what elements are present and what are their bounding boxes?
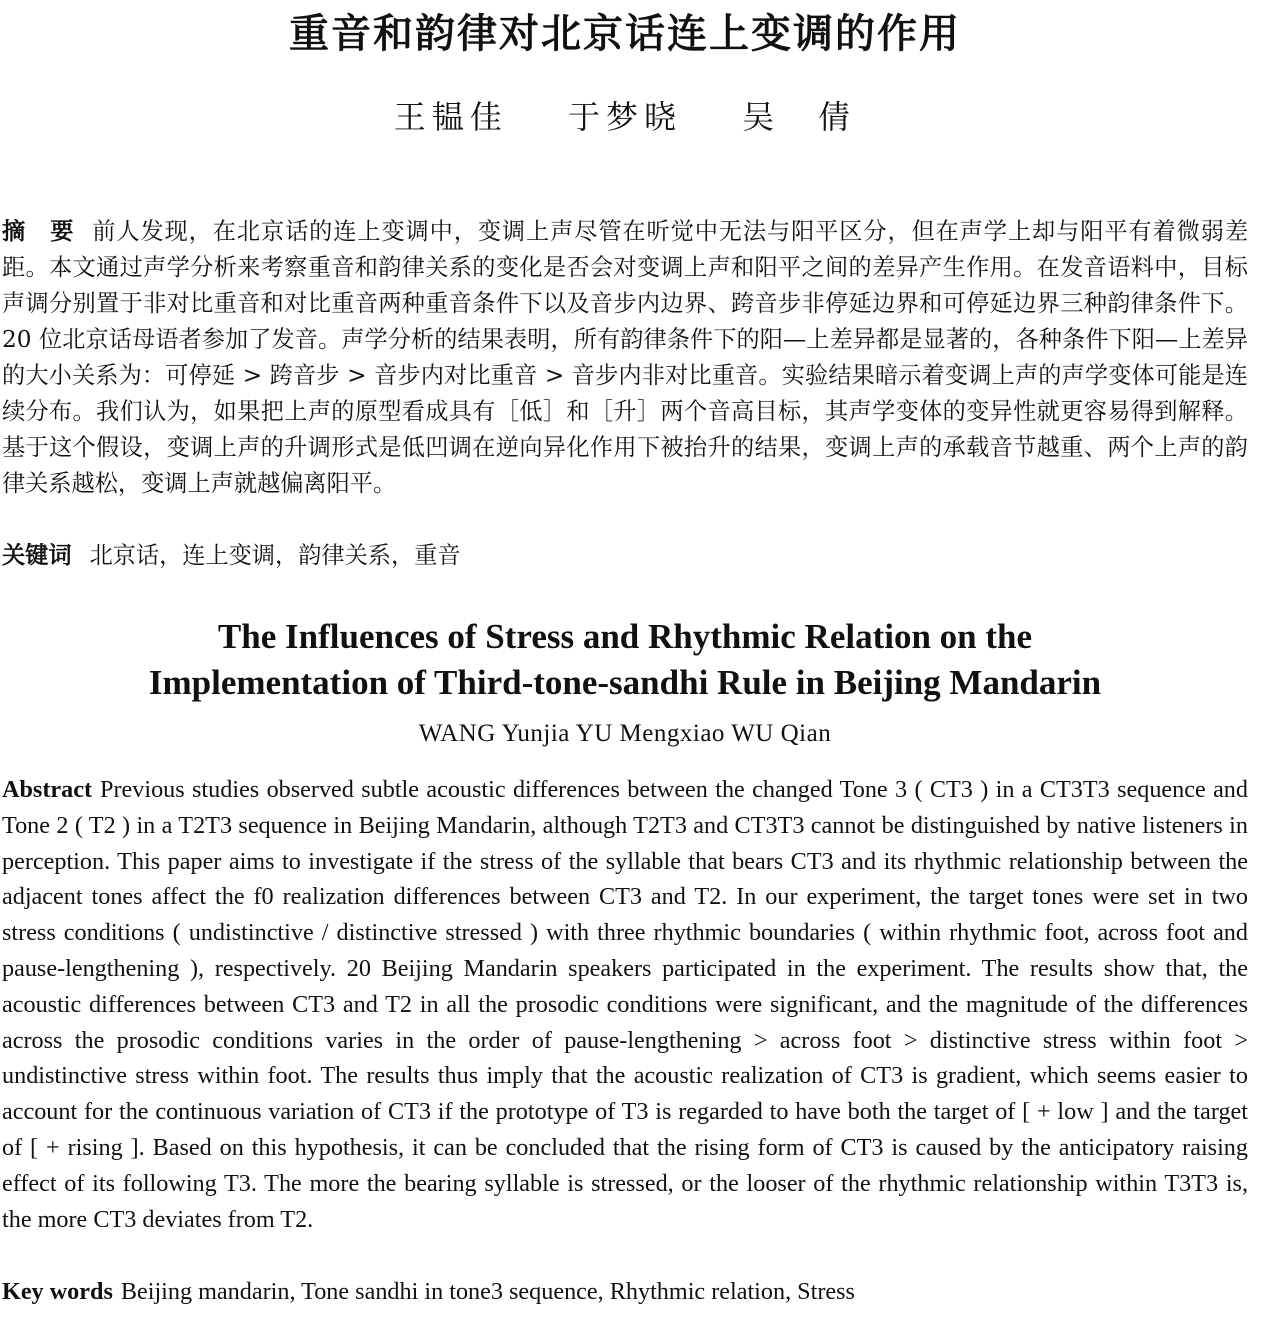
author-1: 王韫佳 [393, 98, 508, 136]
english-abstract-text: Previous studies observed subtle acoustic differences between the changed Tone 3 ( CT3 ) in a CT3T3 sequence and Tone 2 ( T2 ) in a T2T3 sequence in Beijing Mandarin, although T2T3 and CT3T3 cannot be distinguished by native listeners in perception. This paper aims to investigate if the stress of the syllable that bears CT3 and its rhythmic relationship between the adjacent tones affect the f0 realization differences between CT3 and T2. In our experiment, the target tones were set in two stress conditions ( undistinctive / distinctive stressed ) with three rhythmic boundaries ( within rhythmic foot, across foot and pause-lengthening ), respectively. 20 Beijing Mandarin speakers participated in the experiment. The results show that, the acoustic differences between CT3 and T2 in all the prosodic conditions were significant, and the magnitude of the differences across the prosodic conditions varies in the order of pause-lengthening > across foot > distinctive stress within foot > undistinctive stress within foot. The results thus imply that the acoustic realization of CT3 is gradient, which seems easier to account for the continuous variation of CT3 if the prototype of T3 is regarded to have both the target of [ + low ] and the target of [ + rising ]. Based on this hypothesis, it can be concluded that the rising form of CT3 is caused by the anticipatory raising effect of its following T3. The more the bearing syllable is stressed, or the looser of the rhythmic relationship within T3T3 is, the more CT3 deviates from T2. [2, 776, 1248, 1233]
english-title-line-2: Implementation of Third-tone-sandhi Rule in Beijing Mandarin [148, 663, 1102, 702]
chinese-keywords-text: 北京话，连上变调，韵律关系，重音 [89, 542, 461, 569]
chinese-keywords [2, 538, 1248, 574]
chinese-abstract-text: 前人发现，在北京话的连上变调中，变调上声尽管在听觉中无法与阳平区分，但在声学上却与阳平有着微弱差距。本文通过声学分析来考察重音和韵律关系的变化是否会对变调上声和阳平之间的差异产生作用。在发音语料中，目标声调分别置于非对比重音和对比重音两种重音条件下以及音步内边界、跨音步非停延边界和可停延边界三种韵律条件下。20 位北京话母语者参加了发音。声学分析的结果表明，所有韵律条件下的阳—上差异都是显著的，各种条件下阳—上差异的大小关系为：可停延 > 跨音步 > 音步内对比重音 > 音步内非对比重音。实验结果暗示着变调上声的声学变体可能是连续分布。我们认为，如果把上声的原型看成具有［低］和［升］两个音高目标，其声学变体的变异性就更容易得到解释。基于这个假设，变调上声的升调形式是低凹调在逆向异化作用下被抬升的结果，变调上声的承载音节越重、两个上声的韵律关系越松，变调上声就越偏离阳平。 [2, 218, 1249, 497]
chinese-title: 重音和韵律对北京话连上变调的作用 [289, 11, 961, 57]
english-keywords-text: Beijing mandarin, Tone sandhi in tone3 sequence, Rhythmic relation, Stress [120, 1278, 855, 1305]
english-authors: WANG Yunjia YU Mengxiao WU Qian [418, 720, 832, 747]
english-abstract [2, 772, 1248, 1237]
chinese-authors [0, 92, 1250, 138]
author-2: 于梦晓 [567, 98, 682, 136]
english-title [0, 614, 1250, 706]
english-keywords-label: Key words [2, 1278, 113, 1305]
author-3: 吴 倩 [742, 98, 857, 136]
english-title-line-1: The Influences of Stress and Rhythmic Relation on the [217, 617, 1033, 656]
chinese-keywords-label: 关键词 [2, 542, 72, 569]
english-keywords [2, 1274, 1248, 1310]
chinese-abstract-label: 摘 要 [2, 218, 75, 245]
english-abstract-label: Abstract [2, 776, 93, 803]
chinese-abstract [2, 214, 1248, 502]
